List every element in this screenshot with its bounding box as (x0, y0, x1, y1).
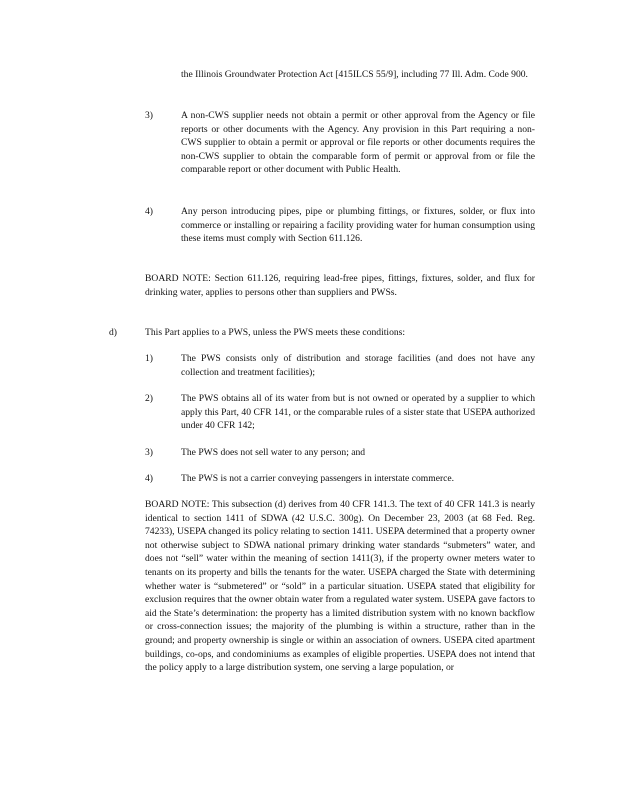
item-number: 3) (145, 110, 153, 121)
item-4-paragraph: Any person introducing pipes, pipe or plumbing fittings, or fixtures, solder, or flux into commerce or installing or repairing a facility providing water for human consumption using these items must comply with Section 611.126. (181, 206, 535, 245)
item-3-paragraph: A non-CWS supplier needs not obtain a permit or other approval from the Agency or file reports or other documents with the Agency. Any provision in this Part requiring a non-CWS supplier to obtain a permit or approval or file reports or other documents requires the non-CWS supplier to obtain the comparable form of permit or approval from or file the comparable report or other document with Public Health. (181, 110, 535, 176)
continuation-paragraph: the Illinois Groundwater Protection Act [415ILCS 55/9], including 77 Ill. Adm. Code 900. (181, 69, 528, 80)
condition-2-text: The PWS obtains all of its water from but is not owned or operated by a supplier to which apply this Part, 40 CFR 141, or the comparable rules of a sister state that USEPA authorized under 40 CFR 142; (181, 393, 535, 432)
condition-number: 3) (145, 447, 153, 458)
condition-number: 4) (145, 473, 153, 484)
condition-number: 1) (145, 353, 153, 364)
section-d-intro: This Part applies to a PWS, unless the PWS meets these conditions: (145, 327, 406, 338)
condition-3-text: The PWS does not sell water to any person; and (181, 447, 366, 458)
condition-1-text: The PWS consists only of distribution and storage facilities (and does not have any collection and treatment facilities); (181, 353, 535, 378)
item-number: 4) (145, 206, 153, 217)
section-d-label: d) (109, 327, 117, 338)
condition-4-text: The PWS is not a carrier conveying passengers in interstate commerce. (181, 473, 455, 484)
condition-number: 2) (145, 393, 153, 404)
board-note-1: BOARD NOTE: Section 611.126, requiring lead-free pipes, fittings, fixtures, solder, and flux for drinking water, applies to persons other than suppliers and PWSs. (145, 273, 535, 298)
board-note-2: BOARD NOTE: This subsection (d) derives from 40 CFR 141.3. The text of 40 CFR 141.3 is nearly identical to section 1411 of SDWA (42 U.S.C. 300g). On December 23, 2003 (at 68 Fed. Reg. 74233), USEPA changed its policy relating to section 1411. USEPA determined that a property owner not otherwise subject to SDWA national primary drinking water standards “submeters” water, and does not “sell” water within the meaning of section 1411(3), if the property owner meters water to tenants on its property and bills the tenants for the water. USEPA charged the State with determining whether water is “submetered” or “sold” in a particular situation. USEPA stated that eligibility for exclusion requires that the owner obtain water from a regulated water system. USEPA gave factors to aid the State’s determination: the property has a limited distribution system with no known backflow or cross-connection issues; the majority of the plumbing is within a structure, rather than in the ground; and property ownership is single or within an association of owners. USEPA cited apartment buildings, co-ops, and condominiums as examples of eligible properties. USEPA does not intend that the policy apply to a large distribution system, one serving a large population, or (145, 499, 535, 674)
